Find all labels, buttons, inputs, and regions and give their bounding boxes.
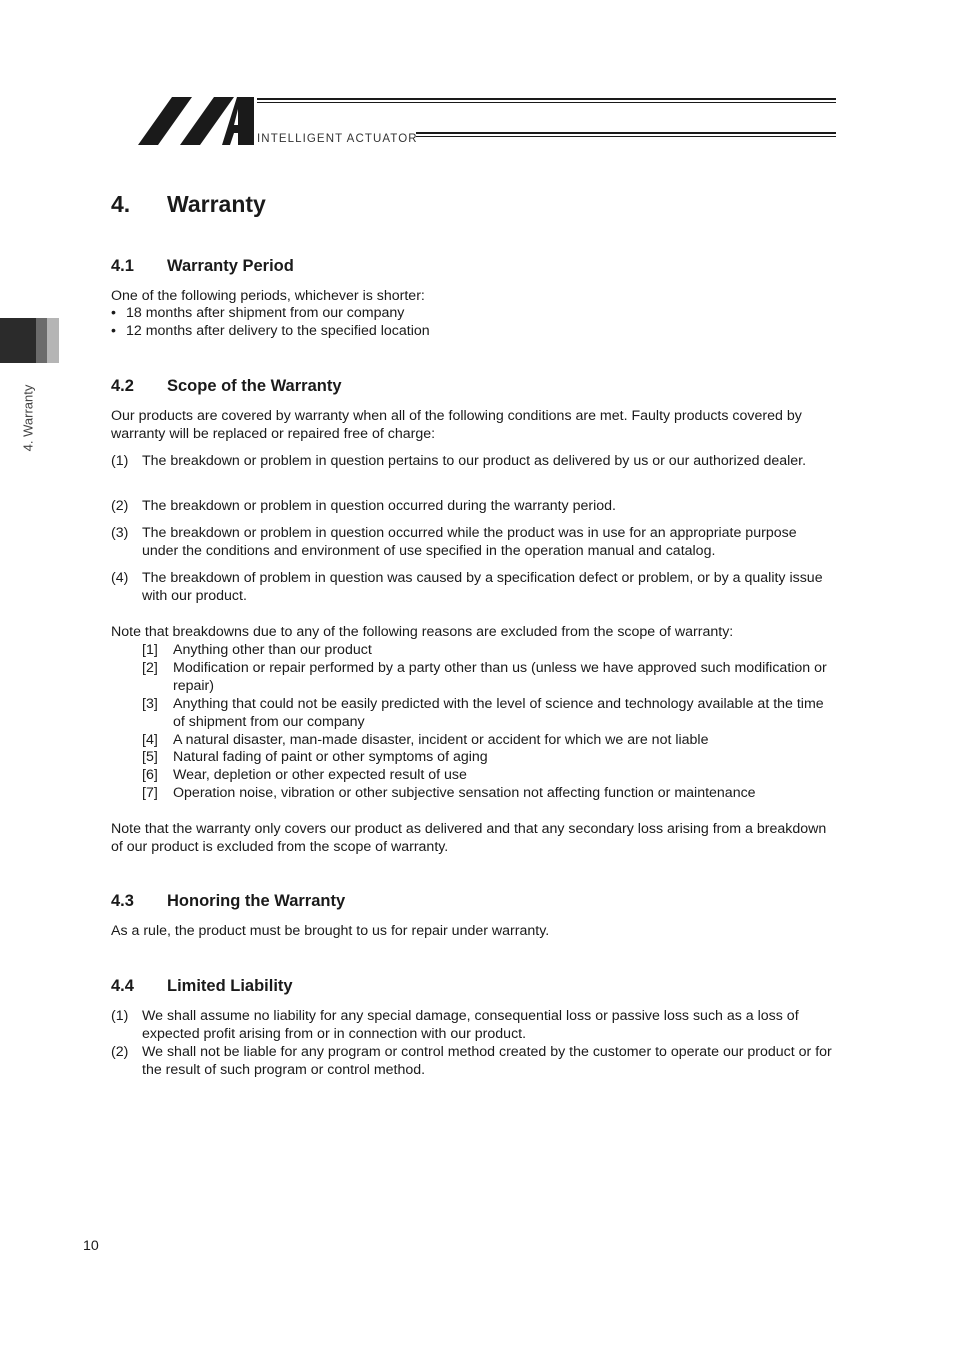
chapter-title <box>111 191 266 218</box>
chapter-side-label: 4. Warranty <box>20 384 36 452</box>
list-text: Modification or repair performed by a party other than us (unless we have approved such modification or repair) <box>173 660 827 694</box>
bullet-text: 18 months after shipment from our company <box>126 305 405 321</box>
section-heading-4-3 <box>111 892 345 911</box>
chapter-tab-mid <box>36 318 47 363</box>
list-marker: (2) <box>111 1044 129 1060</box>
list-marker: (2) <box>111 498 129 514</box>
section-title: Honoring the Warranty <box>167 892 346 910</box>
list-text: Natural fading of paint or other symptoms of aging <box>173 749 488 765</box>
section-number: 4.4 <box>111 977 134 995</box>
list-marker: (4) <box>111 570 129 586</box>
list-text: The breakdown or problem in question pertains to our product as delivered by us or our authorized dealer. <box>142 453 807 469</box>
section-number: 4.2 <box>111 377 134 395</box>
header-rule-top-2 <box>257 102 836 103</box>
list-marker: [2] <box>142 660 158 676</box>
list-text: We shall not be liable for any program or control method created by the customer to operate our product or for the result of such program or control method. <box>142 1044 832 1078</box>
list-text: Anything that could not be easily predicted with the level of science and technology available at the time of shipment from our company <box>173 696 824 730</box>
s41-intro: One of the following periods, whichever is shorter: <box>111 288 425 304</box>
list-marker: [5] <box>142 749 158 765</box>
header-rule-bottom-2 <box>416 136 836 137</box>
section-heading-4-4 <box>111 977 293 996</box>
section-heading-4-1 <box>111 257 294 276</box>
section-title: Scope of the Warranty <box>167 377 342 395</box>
list-text: Operation noise, vibration or other subjective sensation not affecting function or maintenance <box>173 785 756 801</box>
s42-note: Note that the warranty only covers our product as delivered and that any secondary loss arising from a breakdown of our product is excluded from the scope of warranty. <box>111 821 827 855</box>
bullet-text: 12 months after delivery to the specified location <box>126 323 430 339</box>
list-marker: [1] <box>142 642 158 658</box>
list-marker: [4] <box>142 732 158 748</box>
list-text: The breakdown of problem in question was caused by a specification defect or problem, or by a quality issue with our product. <box>142 570 823 604</box>
section-title: Limited Liability <box>167 977 293 995</box>
s41-bullet-1: • 18 months after shipment from our company <box>111 305 405 321</box>
list-text: The breakdown or problem in question occurred during the warranty period. <box>142 498 616 514</box>
iai-logo-icon <box>138 95 258 147</box>
s42-intro: Our products are covered by warranty when all of the following conditions are met. Faulty products covered by warranty will be replaced or repaired free of charge: <box>111 408 802 442</box>
brand-text: INTELLIGENT ACTUATOR <box>257 133 418 145</box>
list-marker: (1) <box>111 1008 129 1024</box>
chapter-tab-dark <box>0 318 36 363</box>
list-marker: (3) <box>111 525 129 541</box>
list-text: The breakdown or problem in question occurred while the product was in use for an appropriate purpose under the conditions and environment of use specified in the operation manual and catalog. <box>142 525 797 559</box>
list-marker: [7] <box>142 785 158 801</box>
s41-bullet-2: • 12 months after delivery to the specified location <box>111 323 430 339</box>
s42-exclusions-intro: Note that breakdowns due to any of the following reasons are excluded from the scope of warranty: <box>111 624 734 640</box>
list-text: Wear, depletion or other expected result of use <box>173 767 467 783</box>
page-number: 10 <box>83 1238 99 1254</box>
section-number: 4.3 <box>111 892 134 910</box>
chapter-tab-light <box>47 318 59 363</box>
section-heading-4-2 <box>111 377 342 396</box>
chapter-title-text: Warranty <box>167 191 266 217</box>
list-marker: (1) <box>111 453 129 469</box>
list-text: Anything other than our product <box>173 642 372 658</box>
header-rule-top-1 <box>257 98 836 100</box>
s43-text: As a rule, the product must be brought to us for repair under warranty. <box>111 923 550 939</box>
chapter-number: 4. <box>111 191 131 217</box>
list-text: A natural disaster, man-made disaster, incident or accident for which we are not liable <box>173 732 709 748</box>
section-title: Warranty Period <box>167 257 294 275</box>
section-number: 4.1 <box>111 257 134 275</box>
list-text: We shall assume no liability for any special damage, consequential loss or passive loss such as a loss of expected profit arising from or in connection with our product. <box>142 1008 799 1042</box>
header-rule-bottom-1 <box>416 132 836 134</box>
list-marker: [6] <box>142 767 158 783</box>
list-marker: [3] <box>142 696 158 712</box>
